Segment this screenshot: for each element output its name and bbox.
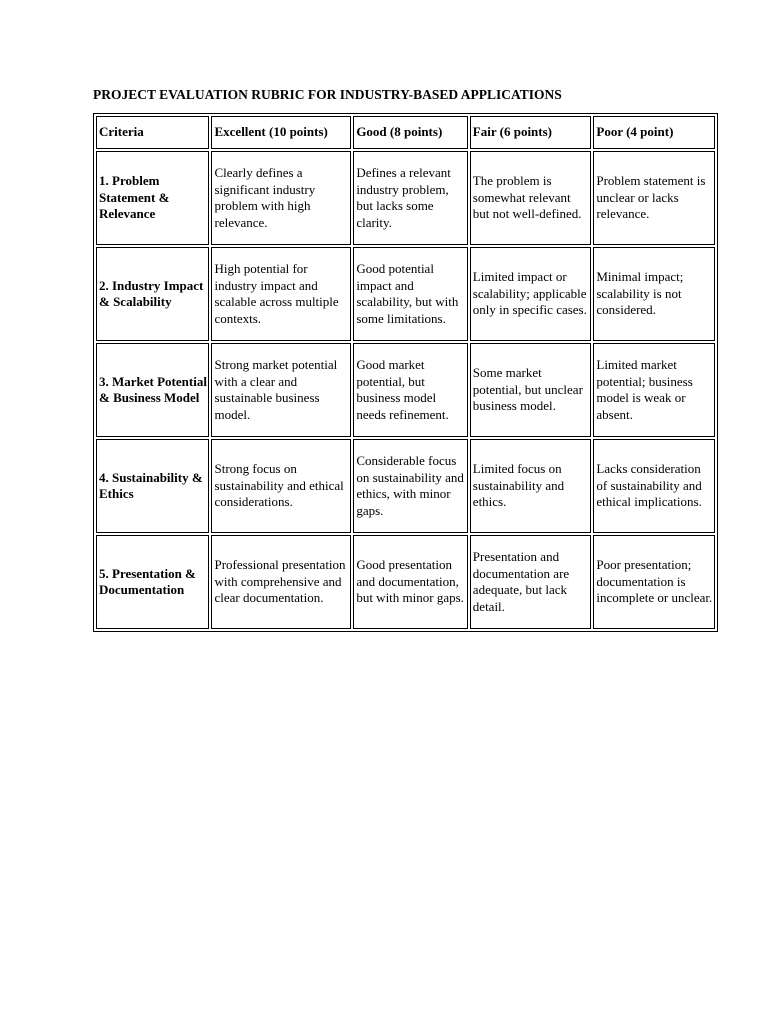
fair-cell: Limited impact or scalability; applicable only in specific cases. (470, 247, 592, 341)
table-row (96, 535, 715, 629)
criterion-cell: 1. Problem Statement & Relevance (96, 151, 209, 245)
good-cell: Good presentation and documentation, but with minor gaps. (353, 535, 467, 629)
good-cell: Defines a relevant industry problem, but lacks some clarity. (353, 151, 467, 245)
excellent-cell: Professional presentation with comprehensive and clear documentation. (211, 535, 351, 629)
excellent-cell: Clearly defines a significant industry problem with high relevance. (211, 151, 351, 245)
excellent-cell: Strong market potential with a clear and sustainable business model. (211, 343, 351, 437)
fair-cell: Limited focus on sustainability and ethics. (470, 439, 592, 533)
rubric-table (93, 113, 718, 632)
table-header-row (96, 116, 715, 149)
poor-cell: Lacks consideration of sustainability and ethical implications. (593, 439, 715, 533)
table-row (96, 439, 715, 533)
fair-cell: Presentation and documentation are adequate, but lack detail. (470, 535, 592, 629)
fair-cell: The problem is somewhat relevant but not well-defined. (470, 151, 592, 245)
header-excellent: Excellent (10 points) (211, 116, 351, 149)
header-poor: Poor (4 point) (593, 116, 715, 149)
poor-cell: Problem statement is unclear or lacks relevance. (593, 151, 715, 245)
criterion-cell: 2. Industry Impact & Scalability (96, 247, 209, 341)
document-title: PROJECT EVALUATION RUBRIC FOR INDUSTRY-BASED APPLICATIONS (93, 87, 562, 102)
table-row (96, 247, 715, 341)
poor-cell: Poor presentation; documentation is incomplete or unclear. (593, 535, 715, 629)
header-fair: Fair (6 points) (470, 116, 592, 149)
excellent-cell: High potential for industry impact and scalable across multiple contexts. (211, 247, 351, 341)
poor-cell: Limited market potential; business model is weak or absent. (593, 343, 715, 437)
poor-cell: Minimal impact; scalability is not considered. (593, 247, 715, 341)
header-criteria: Criteria (96, 116, 209, 149)
table-row (96, 151, 715, 245)
table-row (96, 343, 715, 437)
good-cell: Good market potential, but business model needs refinement. (353, 343, 467, 437)
criterion-cell: 4. Sustainability & Ethics (96, 439, 209, 533)
good-cell: Good potential impact and scalability, but with some limitations. (353, 247, 467, 341)
good-cell: Considerable focus on sustainability and ethics, with minor gaps. (353, 439, 467, 533)
fair-cell: Some market potential, but unclear business model. (470, 343, 592, 437)
excellent-cell: Strong focus on sustainability and ethical considerations. (211, 439, 351, 533)
criterion-cell: 3. Market Potential & Business Model (96, 343, 209, 437)
criterion-cell: 5. Presentation & Documentation (96, 535, 209, 629)
header-good: Good (8 points) (353, 116, 467, 149)
